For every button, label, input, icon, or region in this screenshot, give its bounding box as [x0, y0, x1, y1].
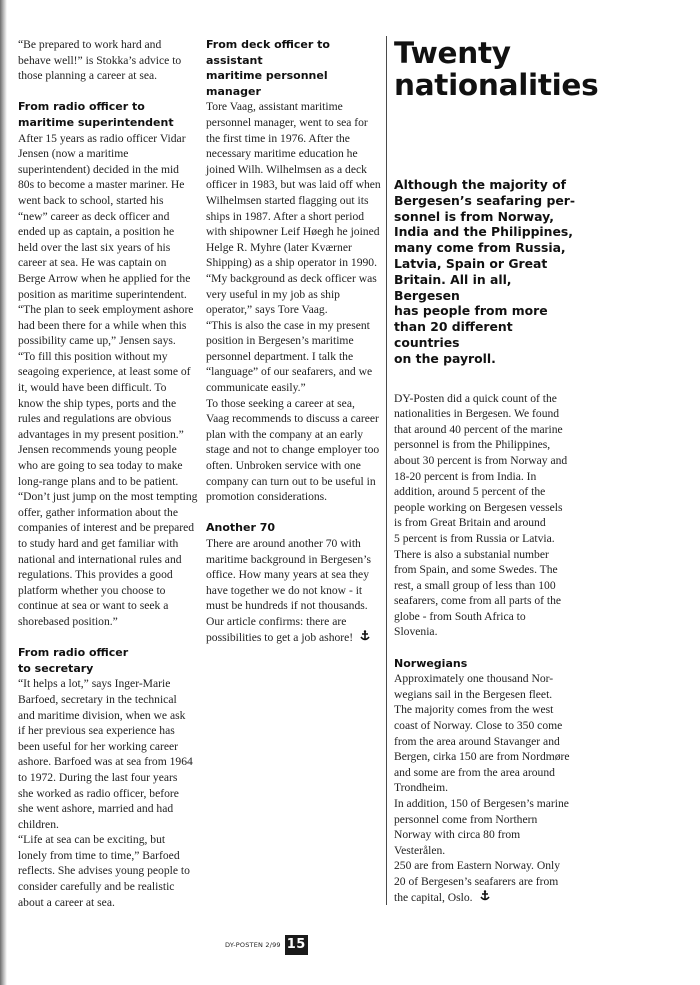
column-middle: [206, 37, 383, 645]
article-intro: Although the majority of Bergesen’s seafaring per- sonnel is from Norway, India and the Philippines, many come from Russia, Latvia, Spain or Great Britain. All in all, Bergesen has people from more than 20 different countries on the payroll.: [394, 177, 576, 366]
page-footer: [225, 935, 308, 955]
norwegians-text: Approximately one thousand Nor- wegians sail in the Bergesen fleet. The majority comes from the west coast of Norway. Close to 350 come from the area around Stavanger and Bergen, cirka 150 are from Nordmøre and some are from the area around Trondheim. In addition, 150 of Bergesen’s marine personnel come from Northern Norway with circa 80 from Vesterålen. 250 are from Eastern Norway. Only 20 of Bergesen’s seafarers are from the capital, Oslo.: [394, 672, 570, 904]
anchor-end-mark-icon: [359, 630, 371, 642]
article-title: Twenty nationalities: [394, 36, 599, 102]
page-number: 15: [285, 935, 308, 955]
stokka-advice-paragraph: “Be prepared to work hard and behave well!” is Stokka’s advice to those planning a career at sea.: [18, 38, 182, 83]
deck-to-personnel-heading: From deck officer to assistant maritime personnel manager: [206, 38, 330, 98]
nationality-count-paragraph: DY-Posten did a quick count of the nationalities in Bergesen. We found that around 40 percent of the marine personnel is from the Philippines, about 30 percent is from Norway and 18-20 percent is from India. In addition, around 5 percent of the people working on Bergesen vessels is from Great Britain and around 5 percent is from Russia or Latvia. There is also a substanial number from Spain, and some Swedes. The rest, a small group of less than 100 seafarers, come from all parts of the globe - from South Africa to Slovenia.: [394, 391, 568, 639]
another-70-heading: Another 70: [206, 521, 276, 535]
anchor-end-mark-icon: [479, 890, 491, 902]
barfoed-story-paragraph: “It helps a lot,” says Inger-Marie Barfoed, secretary in the technical and maritime division, when we ask if her previous sea experience has been useful for her working career ashore. Barfoed was at sea from 1964 to 1972. During the last four years she worked as radio officer, before she went ashore, married and had children. “Life at sea can be exciting, but lonely from time to time,” Barfoed reflects. She advises young people to consider carefully and be realistic about a career at sea.: [18, 677, 193, 909]
norwegians-paragraph: [394, 671, 580, 905]
vaag-story-paragraph: Tore Vaag, assistant maritime personnel manager, went to sea for the first time in 1976. After the necessary maritime education he joined Wilh. Wilhelmsen as a deck officer in 1983, but was laid off when Wilhelmsen started flagging out its ships in 1987. After a short period with shipowner Leif Høegh he joined Helge R. Myhre (later Kværner Shipping) as a ship operator in 1990. “My background as deck officer was very useful in my job as ship operator,” says Tore Vaag. “This is also the case in my present position in Bergesen’s maritime personnel department. I talk the “language” of our seafarers, and we communicate easily.” To those seeking a career at sea, Vaag recommends to discuss a career plan with the company at an early stage and not to change employer too often. Unbroken service with one company can turn out to be useful in promotion considerations.: [206, 100, 381, 504]
column-divider: [386, 36, 387, 905]
radio-to-superintendent-heading: From radio officer to maritime superintendent: [18, 100, 174, 129]
norwegians-heading: Norwegians: [394, 656, 468, 670]
radio-to-secretary-heading: From radio officer to secretary: [18, 646, 129, 675]
column-left: [18, 37, 198, 910]
another-70-text: There are around another 70 with maritime background in Bergesen’s office. How many years at sea they have together we do not know - it must be hundreds if not thousands. Our article confirms: there are possibilities to get a job ashore!: [206, 537, 371, 644]
scan-shadow-edge: [0, 0, 7, 985]
jensen-story-paragraph: After 15 years as radio officer Vidar Jensen (now a maritime superintendent) decided in the mid 80s to become a master mariner. He went back to school, started his “new” career as deck officer and ended up as captain, a position he held over the last six years of his career at sea. He was captain on Berge Arrow when he applied for the position as maritime superintendent. “The plan to seek employment ashore had been there for a while when this possibility came up,” Jensen says. “To fill this position without my seagoing experience, at least some of it, would have been difficult. To know the ship types, ports and the rules and regulations are obvious advantages in my present position.” Jensen recommends young people who are going to sea today to make long-range plans and to be patient. “Don’t just jump on the most tempting offer, gather information about the companies of interest and be prepared to study hard and get familiar with national and international rules and regulations. This provides a good platform whether you choose to continue at sea or want to seek a shorebased position.”: [18, 131, 198, 628]
column-right: [394, 36, 599, 905]
another-70-paragraph: [206, 536, 383, 645]
publication-label: DY-POSTEN 2/99: [225, 941, 281, 949]
